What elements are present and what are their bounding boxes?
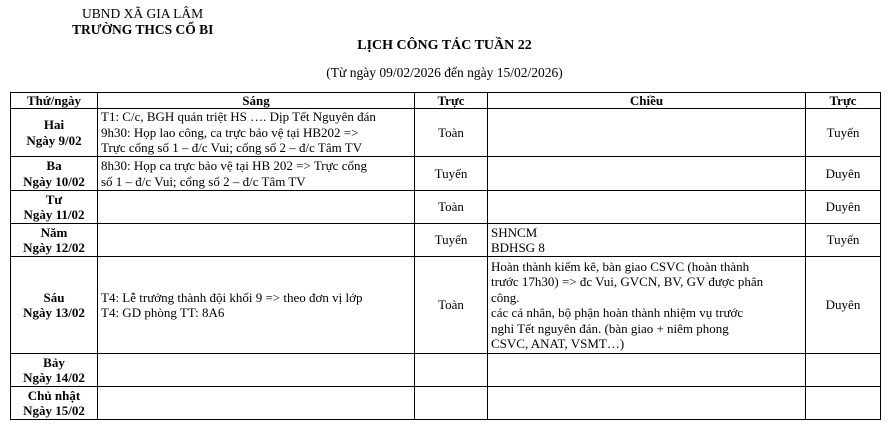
date: Ngày 9/02 [26, 132, 82, 148]
weekday: Bảy [43, 354, 65, 370]
morning-line: 9h30: Họp lao công, ca trực bảo vệ tại HB202 => [101, 124, 359, 140]
table-row [11, 354, 881, 387]
morning-line: Trực cổng số 1 – đ/c Vui; cổng số 2 – đ/c Tâm TV [101, 140, 363, 156]
day-cell [11, 387, 98, 420]
date: Ngày 14/02 [23, 370, 85, 385]
date-range: (Từ ngày 09/02/2026 đến ngày 15/02/2026) [326, 65, 563, 80]
morning-cell [98, 157, 415, 191]
date: Ngày 13/02 [23, 305, 85, 320]
morning-cell [98, 224, 415, 257]
afternoon-duty-cell: Tuyến [806, 224, 881, 257]
morning-cell [98, 387, 415, 420]
morning-line: T1: C/c, BGH quán triệt HS …. Dịp Tết Nguyên đán [101, 109, 376, 125]
morning-line: số 1 – đ/c Vui; cổng số 2 – đ/c Tâm TV [101, 173, 306, 189]
afternoon-line: công. [491, 289, 520, 305]
org-name-line1: UBND XÃ GIA LÂM [82, 6, 204, 21]
weekday: Sáu [43, 289, 65, 305]
morning-cell [98, 257, 415, 354]
morning-cell [98, 191, 415, 224]
morning-duty-cell: Tuyến [415, 157, 488, 191]
morning-duty-cell [415, 354, 488, 387]
schedule-table [10, 92, 881, 420]
col-header-afternoon: Chiều [488, 93, 806, 109]
table-row [11, 224, 881, 257]
date: Ngày 12/02 [23, 240, 85, 255]
weekday: Năm [40, 224, 68, 240]
afternoon-line: CSVC, ANAT, VSMT…) [491, 336, 625, 351]
table-row [11, 109, 881, 157]
weekday: Tư [45, 191, 63, 207]
morning-duty-cell [415, 387, 488, 420]
weekday: Chủ nhật [27, 387, 81, 403]
day-cell [11, 157, 98, 191]
day-cell [11, 354, 98, 387]
afternoon-duty-cell: Duyên [806, 257, 881, 354]
col-header-day: Thứ/ngày [11, 93, 98, 109]
morning-duty-cell: Toàn [415, 109, 488, 157]
afternoon-duty-cell [806, 354, 881, 387]
date: Ngày 15/02 [23, 403, 85, 418]
afternoon-line: BDHSG 8 [491, 240, 545, 255]
afternoon-line: SHNCM [491, 224, 538, 240]
morning-cell [98, 109, 415, 157]
afternoon-line: Hoàn thành kiểm kê, bàn giao CSVC (hoàn thành [491, 258, 750, 274]
date: Ngày 11/02 [23, 207, 85, 222]
header-row [11, 93, 881, 109]
school-name: TRƯỜNG THCS CỔ BI [72, 22, 214, 37]
morning-line: 8h30: Họp ca trực bảo vệ tại HB 202 => Trực cổng [101, 158, 367, 173]
day-cell [11, 224, 98, 257]
schedule-title: LỊCH CÔNG TÁC TUẦN 22 [357, 38, 532, 53]
table-row [11, 387, 881, 420]
morning-line: T4: GD phòng TT: 8A6 [101, 305, 225, 320]
weekday: Ba [46, 158, 62, 173]
table-row [11, 257, 881, 354]
afternoon-duty-cell [806, 387, 881, 420]
col-header-morning-duty: Trực [415, 93, 488, 109]
day-cell [11, 191, 98, 224]
table-row [11, 157, 881, 191]
afternoon-line: nghỉ Tết nguyên đán. (bàn giao + niêm phong [491, 320, 729, 336]
afternoon-line: các cá nhân, bộ phận hoàn thành nhiệm vụ trước [491, 305, 744, 320]
weekday: Hai [43, 117, 65, 132]
date: Ngày 10/02 [23, 173, 85, 189]
morning-duty-cell: Toàn [415, 191, 488, 224]
morning-line: T4: Lễ trưởng thành đội khối 9 => theo đơn vị lớp [101, 289, 363, 305]
afternoon-duty-cell: Tuyến [806, 109, 881, 157]
afternoon-duty-cell: Duyên [806, 157, 881, 191]
afternoon-cell [488, 224, 806, 257]
table-row [11, 191, 881, 224]
afternoon-cell [488, 257, 806, 354]
morning-duty-cell: Tuyến [415, 224, 488, 257]
afternoon-duty-cell: Duyên [806, 191, 881, 224]
afternoon-cell [488, 191, 806, 224]
afternoon-cell [488, 354, 806, 387]
col-header-afternoon-duty: Trực [806, 93, 881, 109]
afternoon-cell [488, 157, 806, 191]
afternoon-line: trước 17h30) => đc Vui, GVCN, BV, GV được phân [491, 274, 764, 289]
day-cell [11, 257, 98, 354]
morning-duty-cell: Toàn [415, 257, 488, 354]
afternoon-cell [488, 109, 806, 157]
afternoon-cell [488, 387, 806, 420]
morning-cell [98, 354, 415, 387]
day-cell [11, 109, 98, 157]
col-header-morning: Sáng [98, 93, 415, 109]
